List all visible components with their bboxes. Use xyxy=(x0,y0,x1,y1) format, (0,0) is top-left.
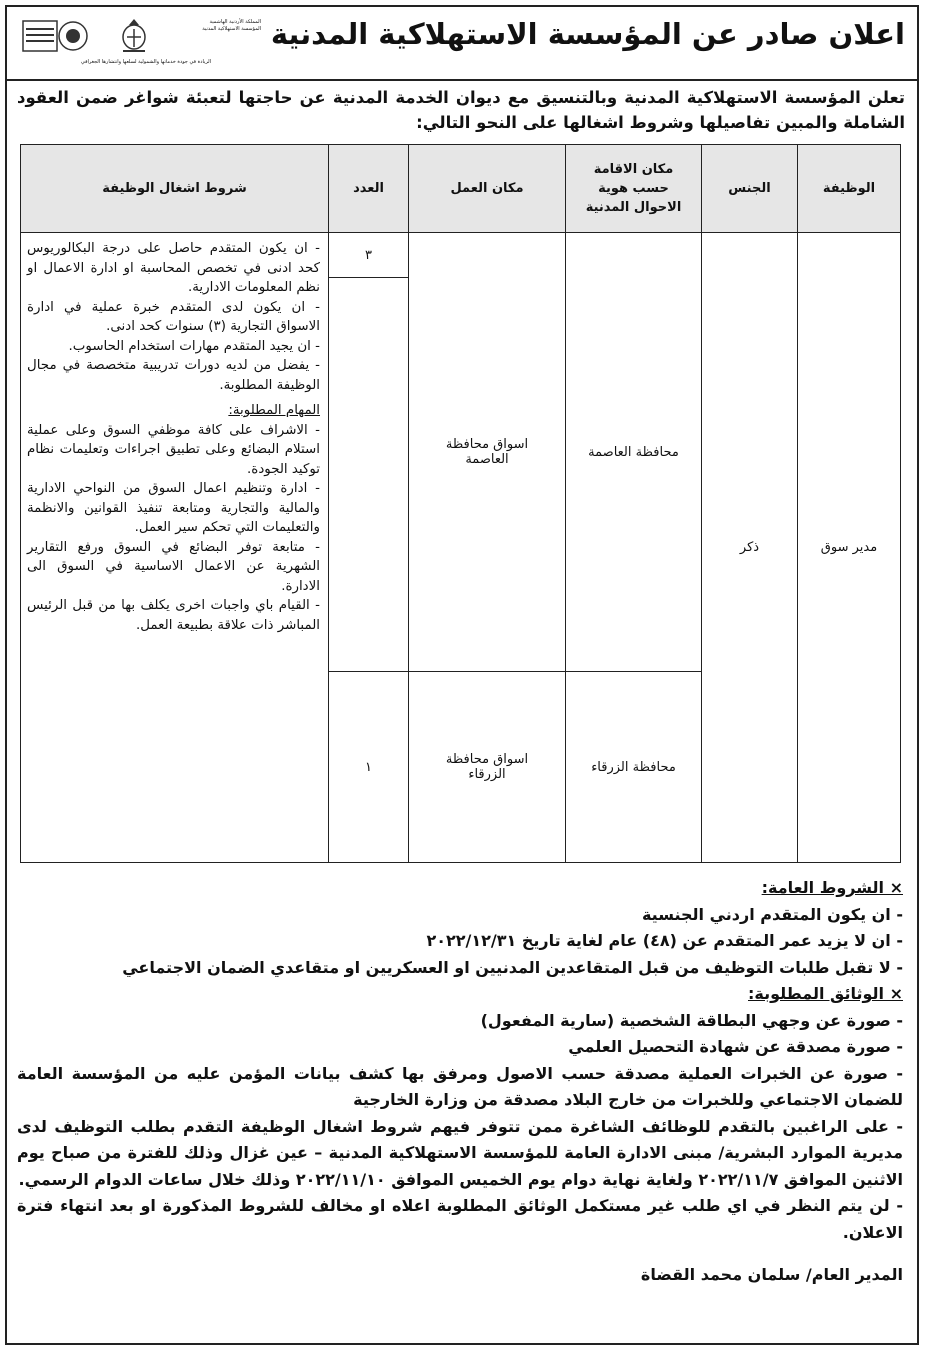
condition-item: - ان يجيد المتقدم مهارات استخدام الحاسوب. xyxy=(68,338,320,354)
vacancies-table xyxy=(20,144,901,863)
document-item: - على الراغبين بالتقدم للوظائف الشاغرة ممن تتوفر فيهم شروط اشغال الوظيفة التقدم بطلب التوظيف لدى مديرية الموارد البشرية/ مبنى الادارة العامة للمؤسسة الاستهلاكية المدنية – عين غزال وذلك للفترة من صباح يوم الاثنين الموافق ٢٠٢٢/١١/٧ ولغاية نهاية دوام يوم الخميس الموافق ٢٠٢٢/١١/١٠ وذلك خلال ساعات الدوام الرسمي. xyxy=(17,1116,903,1189)
header-count: العدد xyxy=(329,145,409,233)
cell-job: مدير سوق xyxy=(798,233,901,863)
document-item: - صورة مصدقة عن شهادة التحصيل العلمي xyxy=(568,1037,903,1056)
cell-count-zarqa: ١ xyxy=(329,672,409,863)
logo-org-line1: المملكة الأردنية الهاشمية xyxy=(209,19,261,25)
footer-section xyxy=(17,875,903,1289)
documents-heading: × الوثائق المطلوبة: xyxy=(748,984,903,1003)
cell-gender: ذكر xyxy=(702,233,798,863)
general-condition-item: - لا تقبل طلبات التوظيف من قبل المتقاعدين المدنيين او العسكريين او متقاعدي الضمان الاجتماعي xyxy=(122,957,903,977)
logo-tagline: الريادة في جودة خدماتها والشمولية لسلعها وانتشارها الجغرافي xyxy=(80,59,212,65)
general-condition-item: - ان يكون المتقدم اردني الجنسية xyxy=(641,904,903,924)
condition-item: - ان يكون المتقدم حاصل على درجة البكالوريوس كحد ادنى في تخصص المحاسبة او ادارة الاعمال او نظم المعلومات الادارية. xyxy=(27,241,320,295)
header-conditions: شروط اشغال الوظيفة xyxy=(21,145,329,233)
cell-count-blank xyxy=(329,278,409,672)
header-residence: مكان الاقامة حسب هوية الاحوال المدنية xyxy=(566,145,702,233)
intro-paragraph: تعلن المؤسسة الاستهلاكية المدنية وبالتنسيق مع ديوان الخدمة المدنية عن حاجتها لتعبئة شواغر ضمن العقود الشاملة والمبين تفاصيلها وشروط اشغالها على النحو التالي: xyxy=(17,88,905,132)
cell-workplace-zarqa: اسواق محافظة الزرقاء xyxy=(409,672,566,863)
logo-org-line2: المؤسسة الاستهلاكية المدنية xyxy=(202,26,261,32)
table-row xyxy=(21,233,901,278)
cell-conditions xyxy=(21,233,329,863)
header xyxy=(7,7,917,81)
task-item: - القيام باي واجبات اخرى يكلف بها من قبل الرئيس المباشر ذات علاقة بطبيعة العمل. xyxy=(27,598,320,633)
cell-workplace-capital: اسواق محافظة العاصمة xyxy=(409,233,566,672)
condition-item: - ان يكون لدى المتقدم خبرة عملية في ادارة الاسواق التجارية (٣) سنوات كحد ادنى. xyxy=(27,299,320,334)
logo-area xyxy=(21,17,271,69)
consumer-corp-logo-icon xyxy=(21,17,91,57)
general-conditions-heading: × الشروط العامة: xyxy=(761,878,903,897)
document-item: - صورة عن الخبرات العملية مصدقة حسب الاصول ومرفق بها كشف بيانات المؤمن عليه من المؤسسة العامة للضمان الاجتماعي وللخبرات من خارج البلاد مصدقة من وزارة الخارجية xyxy=(17,1063,903,1109)
condition-item: - يفضل من لديه دورات تدريبية متخصصة في مجال الوظيفة المطلوبة. xyxy=(27,358,320,393)
announcement-frame xyxy=(5,5,919,1345)
jordan-crest-icon xyxy=(119,17,149,55)
cell-residence-zarqa: محافظة الزرقاء xyxy=(566,672,702,863)
header-workplace: مكان العمل xyxy=(409,145,566,233)
document-item: - صورة عن وجهي البطاقة الشخصية (سارية المفعول) xyxy=(480,1010,903,1030)
general-condition-item: - ان لا يزيد عمر المتقدم عن (٤٨) عام لغاية تاريخ ٢٠٢٢/١٢/٣١ xyxy=(426,931,903,950)
tasks-heading: المهام المطلوبة: xyxy=(228,403,320,418)
table-header-row xyxy=(21,145,901,233)
signature: المدير العام/ سلمان محمد القضاة xyxy=(640,1265,903,1284)
task-item: - متابعة توفر البضائع في السوق ورفع التقارير الشهرية عن الاعمال الاساسية في السوق الى الادارة. xyxy=(27,539,320,594)
task-item: - الاشراف على كافة موظفي السوق وعلى عملية استلام البضائع وعلى تطبيق اجراءات وتعليمات نظام توكيد الجودة. xyxy=(27,422,320,477)
document-item: - لن يتم النظر في اي طلب غير مستكمل الوثائق المطلوبة اعلاه او مخالف للشروط المذكورة او بعد انتهاء فترة الاعلان. xyxy=(17,1196,903,1242)
header-job: الوظيفة xyxy=(798,145,901,233)
cell-count-capital: ٣ xyxy=(329,233,409,278)
task-item: - ادارة وتنظيم اعمال السوق من النواحي الادارية والمالية والتجارية ومتابعة تنفيذ القوانين والانظمة والتعليمات التي تحكم سير العمل. xyxy=(27,481,320,535)
logo-org-name xyxy=(161,19,261,33)
cell-residence-capital: محافظة العاصمة xyxy=(566,233,702,672)
header-gender: الجنس xyxy=(702,145,798,233)
page-title: اعلان صادر عن المؤسسة الاستهلاكية المدنية xyxy=(270,17,905,51)
